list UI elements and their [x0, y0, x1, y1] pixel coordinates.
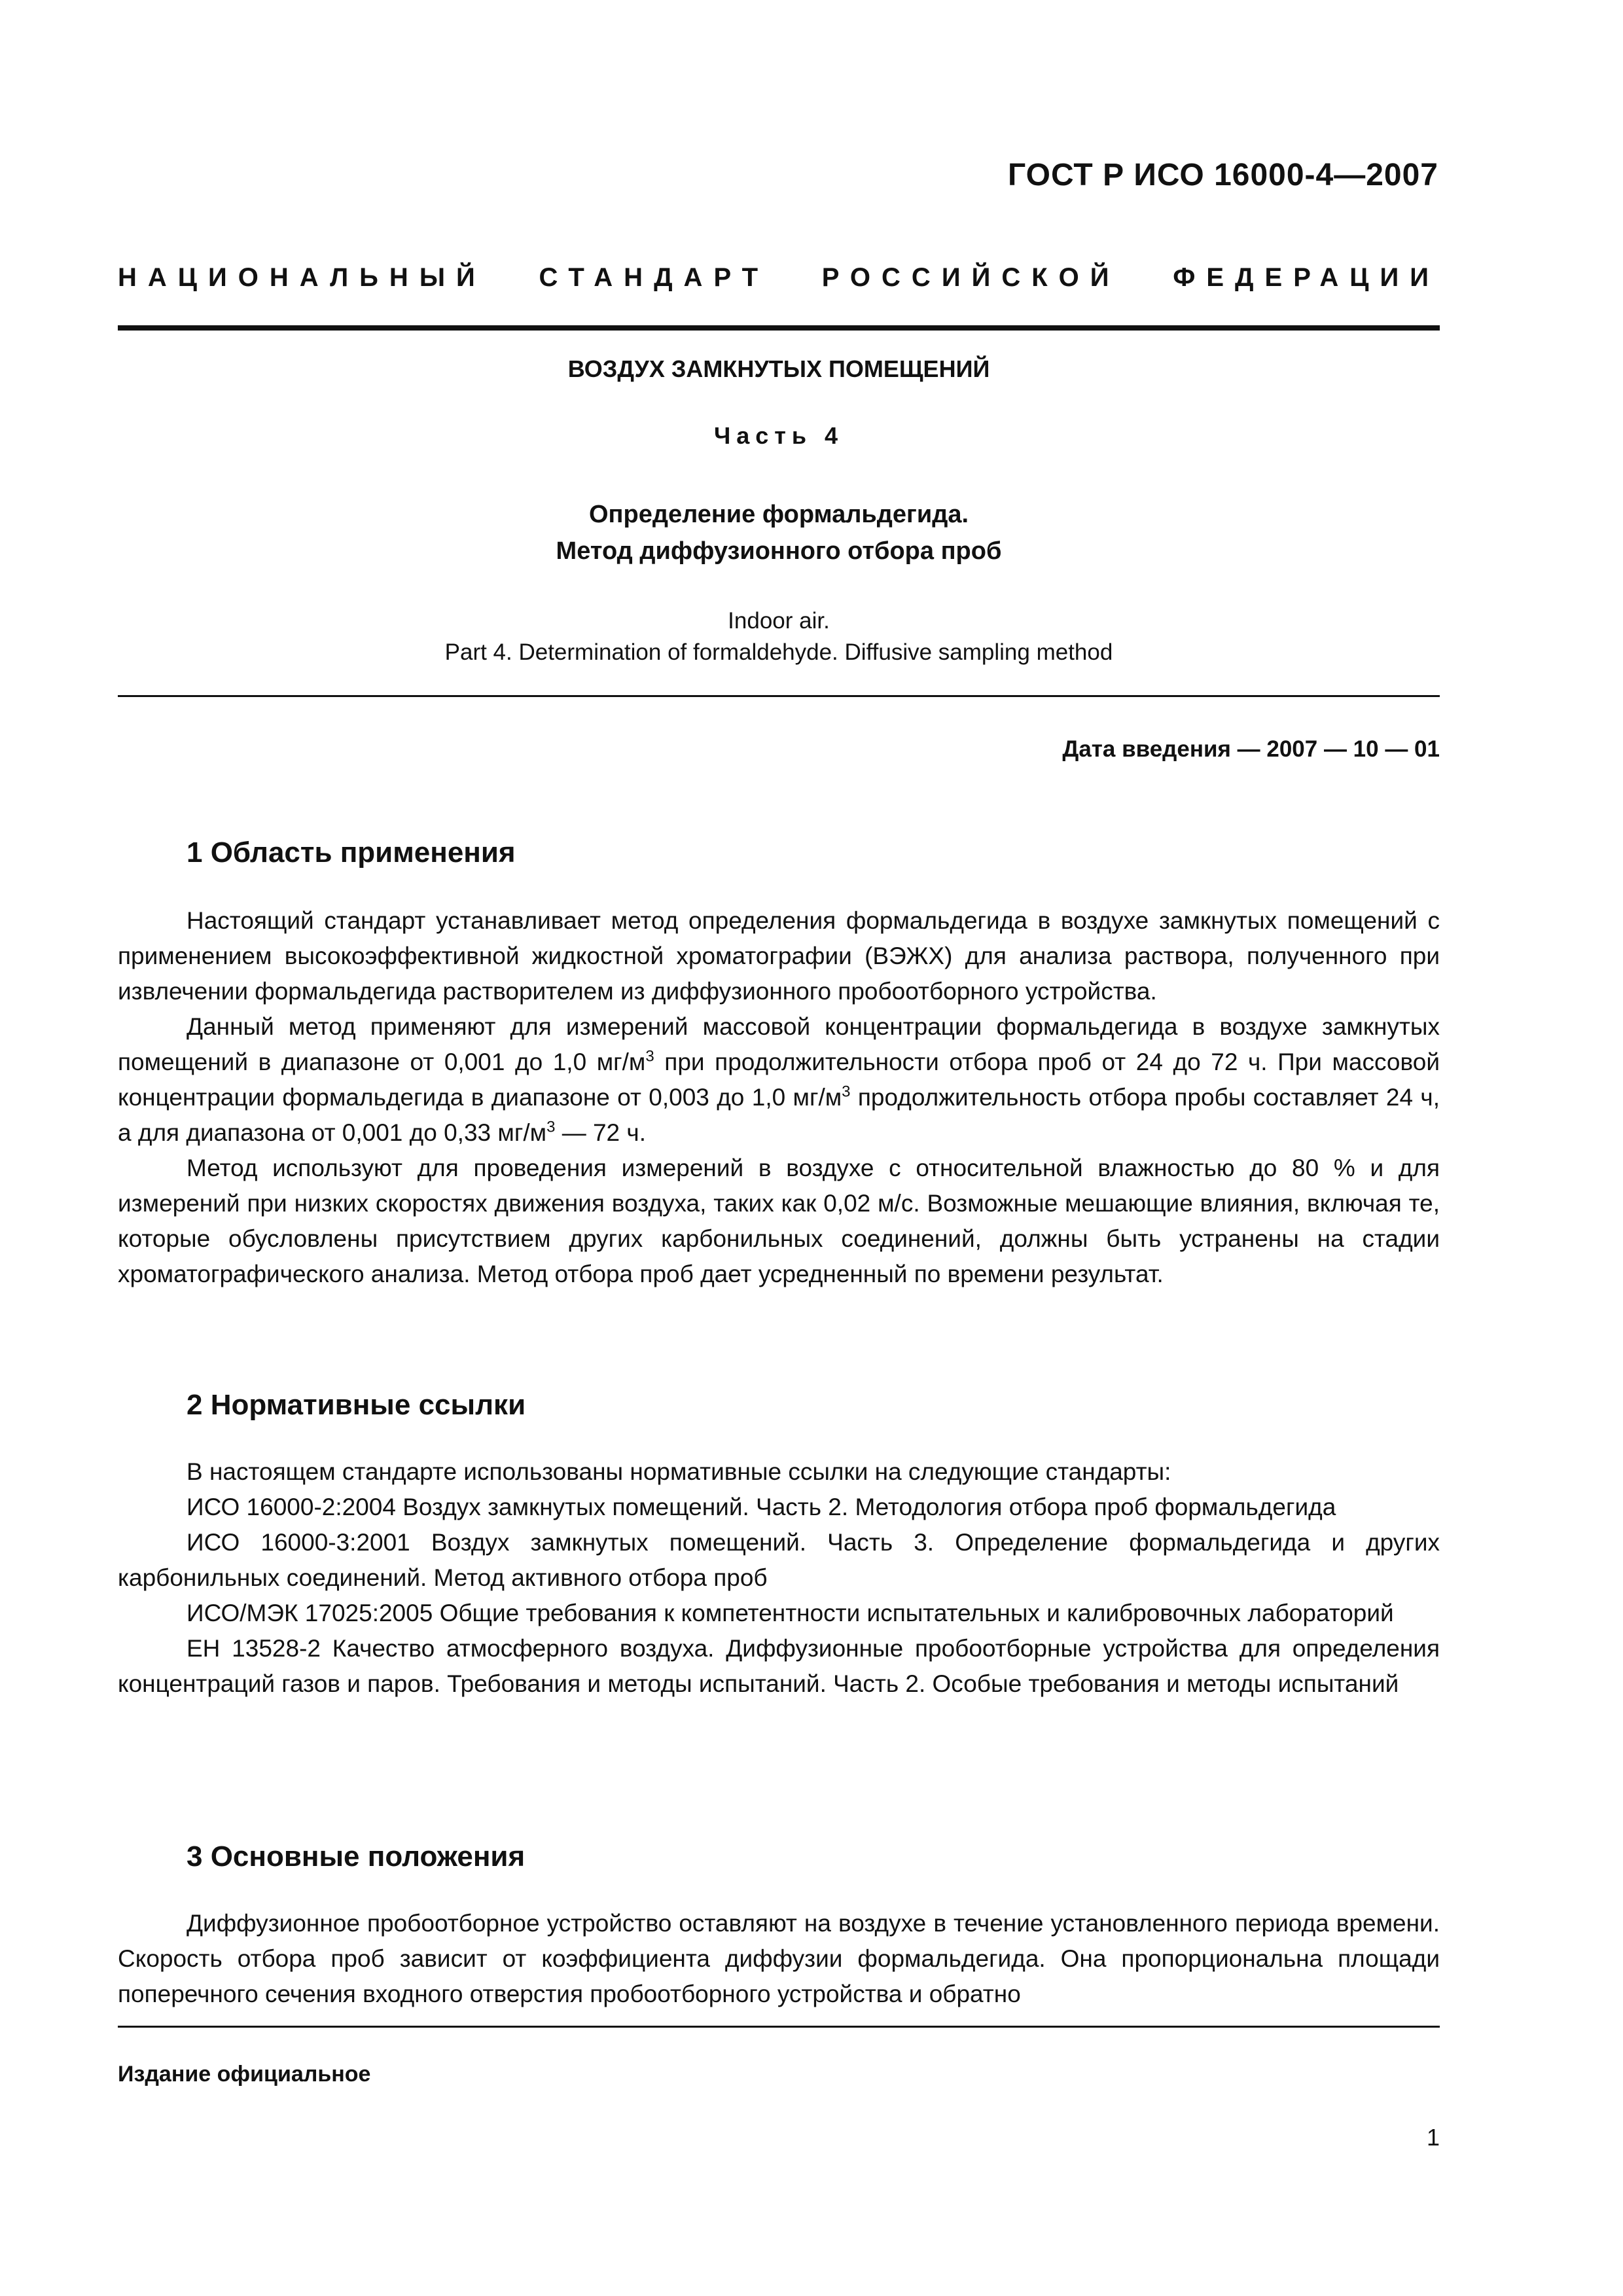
- document-title: ВОЗДУХ ЗАМКНУТЫХ ПОМЕЩЕНИЙ: [567, 355, 990, 382]
- english-title-line: Indoor air.: [728, 608, 830, 634]
- paragraph: Диффузионное пробоотборное устройство оставляют на воздухе в течение установленного периода времени. Скорость отбора проб зависит от коэффициента диффузии формальдегида. Она пропорциональна площади поперечного сечения входного отверстия пробоотборного устройства и обратно: [118, 1910, 1440, 2007]
- edition-label: Издание официальное: [118, 2062, 371, 2087]
- section-heading: 2 Нормативные ссылки: [187, 1389, 526, 1421]
- section-body: [118, 1454, 1440, 1702]
- header-divider: [118, 325, 1440, 331]
- subtitle-line: Определение формальдегида.: [588, 501, 969, 528]
- paragraph: В настоящем стандарте использованы нормативные ссылки на следующие стандарты:: [187, 1458, 1171, 1485]
- page-number: 1: [1426, 2124, 1440, 2151]
- paragraph: Настоящий стандарт устанавливает метод определения формальдегида в воздухе замкнутых помещений с применением высокоэффективной жидкостной хроматографии (ВЭЖХ) для анализа раствора, полученного при извлечении формальдегида растворителем из диффузионного пробоотборного устройства.: [118, 907, 1440, 1005]
- paragraph: Метод используют для проведения измерений в воздухе с относительной влажностью до 80 % и для измерений при низких скоростях движения воздуха, таких как 0,02 м/с. Возможные мешающие влияния, включая те, которые обусловлены присутствием других карбонильных соединений, должны быть устранены на стадии хроматографического анализа. Метод отбора проб дает усредненный по времени результат.: [118, 1155, 1440, 1287]
- effective-date: Дата введения — 2007 — 10 — 01: [1062, 736, 1440, 762]
- section-body: [118, 1906, 1440, 2012]
- banner-word: СТАНДАРТ: [539, 263, 770, 292]
- subtitle-line: Метод диффузионного отбора проб: [556, 537, 1002, 565]
- banner-word: ФЕДЕРАЦИИ: [1173, 263, 1440, 292]
- paragraph: Данный метод применяют для измерений массовой концентрации формальдегида в воздухе замкнутых помещений в диапазоне от 0,001 до 1,0 $мг/м^3$ при продолжительности отбора проб от 24 до 72 ч. При массовой концентрации формальдегида в диапазоне от 0,003 до 1,0 $мг/м^3$ продолжительность отбора пробы составляет 24 ч, а для диапазона от 0,001 до 0,33 $мг/м^3$ — 72 ч.: [118, 1013, 1440, 1146]
- banner-word: РОССИЙСКОЙ: [821, 263, 1120, 292]
- national-standard-banner: [118, 263, 1440, 293]
- reference-item: ИСО/МЭК 17025:2005 Общие требования к компетентности испытательных и калибровочных лабораторий: [187, 1600, 1394, 1626]
- document-number: ГОСТ Р ИСО 16000-4—2007: [1008, 158, 1438, 192]
- english-title-line: Part 4. Determination of formaldehyde. Diffusive sampling method: [444, 639, 1113, 665]
- reference-item: ИСО 16000-2:2004 Воздух замкнутых помещений. Часть 2. Методология отбора проб формальдегида: [187, 1494, 1336, 1520]
- section-body: [118, 903, 1440, 1292]
- banner-word: НАЦИОНАЛЬНЫЙ: [118, 263, 486, 292]
- english-title: [118, 605, 1440, 668]
- section-heading: 3 Основные положения: [187, 1840, 526, 1873]
- document-part: Часть 4: [713, 422, 844, 449]
- reference-item: ЕН 13528-2 Качество атмосферного воздуха. Диффузионные пробоотборные устройства для определения концентраций газов и паров. Требования и методы испытаний. Часть 2. Особые требования и методы испытаний: [118, 1635, 1440, 1697]
- title-divider: [118, 695, 1440, 697]
- section-heading: 1 Область применения: [187, 836, 516, 869]
- reference-item: ИСО 16000-3:2001 Воздух замкнутых помещений. Часть 3. Определение формальдегида и других карбонильных соединений. Метод активного отбора проб: [118, 1529, 1440, 1591]
- footer-divider: [118, 2026, 1440, 2028]
- document-subtitle: [118, 496, 1440, 569]
